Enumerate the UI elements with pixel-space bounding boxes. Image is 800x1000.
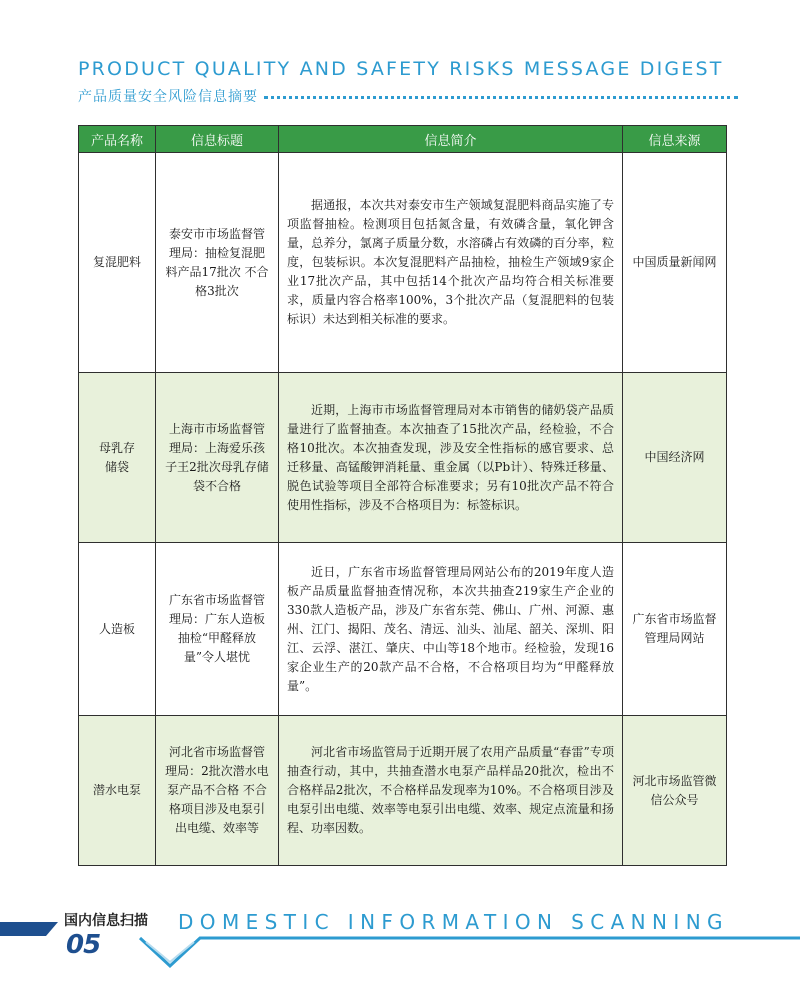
info-title-cell: 上海市市场监督管理局：上海爱乐孩子王2批次母乳存储袋不合格 (156, 373, 279, 543)
info-brief-cell: 据通报，本次共对泰安市生产领域复混肥料商品实施了专项监督抽检。检测项目包括氮含量，有效磷含量，氧化钾含量，总养分，氯离子质量分数，水溶磷占有效磷的百分率，粒度，包装标识。本次复混肥料产品抽检，抽检生产领域9家企业17批次产品，其中包括14个批次产品均符合相关标准要求，质量内容合格率100%，3个批次产品（复混肥料的包装标识）未达到相关标准的要求。 (279, 153, 623, 373)
info-title-cell: 河北省市场监督管理局：2批次潜水电泵产品不合格 不合格项目涉及电泵引出电缆、效率等 (156, 716, 279, 866)
info-source-cell: 中国经济网 (623, 373, 727, 543)
column-header-info-title: 信息标题 (156, 126, 279, 153)
footer-section-en: DOMESTIC INFORMATION SCANNING (178, 910, 729, 934)
product-name-cell: 母乳存储袋 (79, 373, 156, 543)
product-name-cell: 潜水电泵 (79, 716, 156, 866)
info-title-cell: 广东省市场监督管理局：广东人造板抽检“甲醛释放量”令人堪忧 (156, 543, 279, 716)
table-header-row (79, 126, 727, 153)
info-source-cell: 河北市场监管微信公众号 (623, 716, 727, 866)
table-row (79, 543, 727, 716)
info-title-cell: 泰安市市场监督管理局：抽检复混肥料产品17批次 不合格3批次 (156, 153, 279, 373)
info-source-cell: 中国质量新闻网 (623, 153, 727, 373)
header-title-cn: 产品质量安全风险信息摘要 (78, 89, 258, 105)
footer-left-bar (0, 922, 58, 936)
info-source-cell: 广东省市场监督管理局网站 (623, 543, 727, 716)
page-number: 05 (66, 930, 101, 960)
header-subtitle-row (78, 86, 738, 106)
product-name-cell: 复混肥料 (79, 153, 156, 373)
column-header-product-name: 产品名称 (79, 126, 156, 153)
table-row (79, 153, 727, 373)
header-dotted-rule (264, 96, 738, 99)
info-brief-cell: 河北省市场监管局于近期开展了农用产品质量“春雷”专项抽查行动，其中，共抽查潜水电泵产品样品20批次，检出不合格样品2批次，不合格样品发现率为10%。不合格项目涉及电泵引出电缆、效率等电泵引出电缆、效率、规定点流量和扬程、功率因数。 (279, 716, 623, 866)
column-header-info-brief: 信息简介 (279, 126, 623, 153)
column-header-info-source: 信息来源 (623, 126, 727, 153)
page-footer (0, 900, 800, 1000)
product-name-cell: 人造板 (79, 543, 156, 716)
header-title-en: PRODUCT QUALITY AND SAFETY RISKS MESSAGE DIGEST (78, 58, 724, 80)
info-brief-cell: 近日，广东省市场监督管理局网站公布的2019年度人造板产品质量监督抽查情况称，本次共抽查219家生产企业的330款人造板产品，涉及广东省东莞、佛山、广州、河源、惠州、江门、揭阳、茂名、清远、汕头、汕尾、韶关、深圳、阳江、云浮、湛江、肇庆、中山等18个地市。经检验，发现16家企业生产的20款产品不合格，不合格项目均为“甲醛释放量”。 (279, 543, 623, 716)
digest-table (78, 125, 727, 866)
footer-section-cn: 国内信息扫描 (64, 913, 148, 929)
info-brief-cell: 近期，上海市市场监督管理局对本市销售的储奶袋产品质量进行了监督抽查。本次抽查了15批次产品，经检验，不合格10批次。本次抽查发现，涉及安全性指标的感官要求、总迁移量、高锰酸钾消耗量、重金属（以Pb计）、特殊迁移量、脱色试验等项目全部符合标准要求；另有10批次产品不符合使用性指标，涉及不合格项目为：标签标识。 (279, 373, 623, 543)
table-row (79, 373, 727, 543)
footer-rule (140, 938, 800, 966)
table-row (79, 716, 727, 866)
